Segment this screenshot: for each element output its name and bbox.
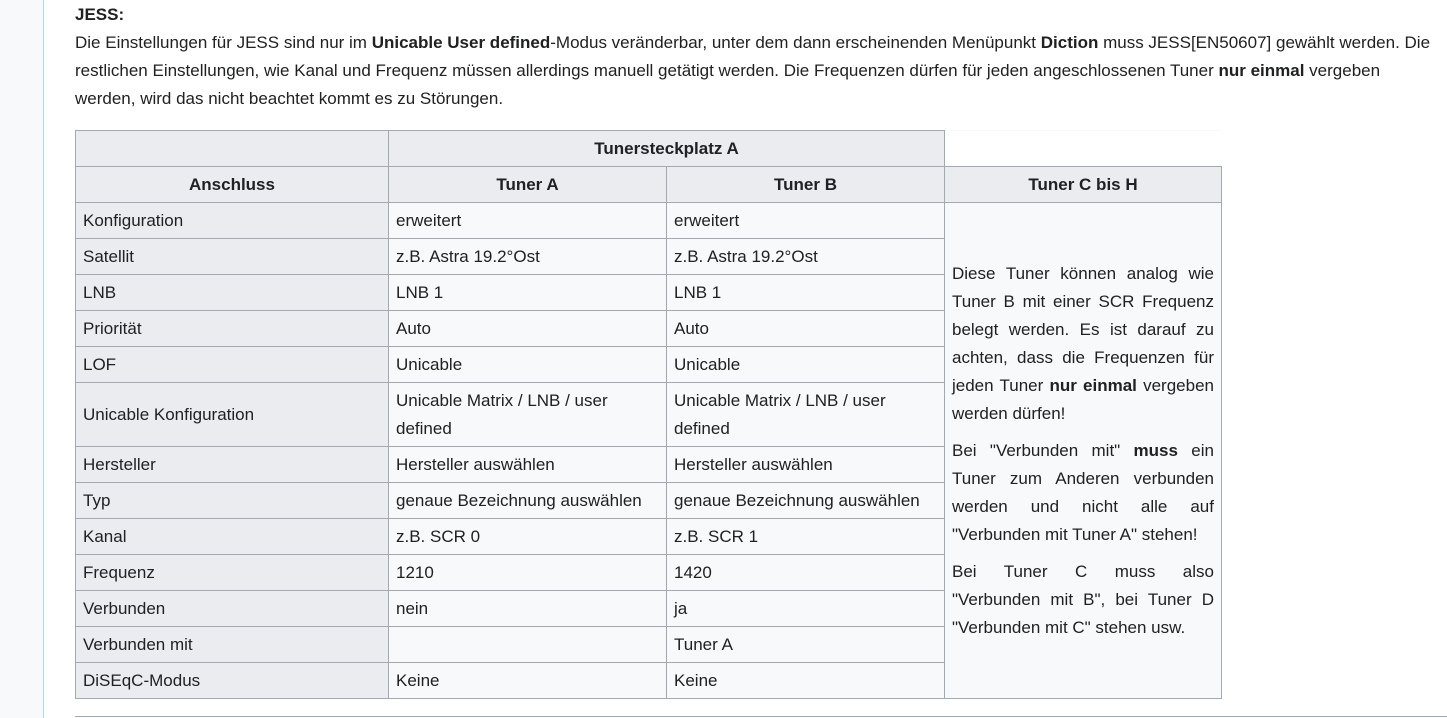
- column-header-tuner-c-h: Tuner C bis H: [945, 167, 1222, 203]
- note-text: Diese Tuner können analog wie Tuner B mit einer SCR Frequenz belegt werden. Es ist darauf zu achten, dass die Frequenzen für jeden Tuner: [952, 263, 1214, 395]
- intro-paragraph: [75, 29, 1445, 113]
- tuner-a-value: Unicable Matrix / LNB / user defined: [389, 383, 667, 447]
- tuner-settings-table: [75, 130, 1222, 699]
- article-content: [43, 0, 1447, 718]
- intro-text-2: -Modus veränderbar, unter dem dann erscheinenden Menüpunkt: [550, 33, 1041, 52]
- row-label: Verbunden: [76, 591, 389, 627]
- tuner-a-value: Keine: [389, 663, 667, 699]
- tuner-a-value: Unicable: [389, 347, 667, 383]
- tuner-a-value: z.B. SCR 0: [389, 519, 667, 555]
- intro-bold-once: nur einmal: [1218, 61, 1305, 80]
- row-label: Priorität: [76, 311, 389, 347]
- tuner-a-value: [389, 627, 667, 663]
- row-label: Kanal: [76, 519, 389, 555]
- note-bold: nur einmal: [1049, 375, 1137, 395]
- group-header-tunersteckplatz-a: Tunersteckplatz A: [389, 131, 945, 167]
- tuner-b-value: ja: [667, 591, 945, 627]
- row-label: Verbunden mit: [76, 627, 389, 663]
- section-divider: [75, 716, 1447, 717]
- row-label: DiSEqC-Modus: [76, 663, 389, 699]
- tuner-a-value: LNB 1: [389, 275, 667, 311]
- note-bold: muss: [1133, 440, 1178, 460]
- row-label: Konfiguration: [76, 203, 389, 239]
- note-paragraph-3: Bei Tuner C muss also "Verbunden mit B", bei Tuner D "Verbunden mit C" stehen usw.: [952, 561, 1214, 637]
- tuner-b-value: LNB 1: [667, 275, 945, 311]
- tuner-a-value: 1210: [389, 555, 667, 591]
- tuner-b-value: z.B. SCR 1: [667, 519, 945, 555]
- row-label: LOF: [76, 347, 389, 383]
- note-text: Bei "Verbunden mit": [952, 440, 1134, 460]
- note-text: ein Tuner zum Anderen verbunden werden und nicht alle auf "Verbunden mit Tuner A" stehen!: [952, 440, 1214, 544]
- tuner-a-value: nein: [389, 591, 667, 627]
- intro-text-3: muss JESS[EN50607] gewählt werden. Die restlichen Einstellungen, wie Kanal und Frequenz müssen allerdings manuell getätigt werden. Die Frequenzen dürfen für jeden angeschlossenen Tuner: [75, 33, 1431, 80]
- tuner-a-value: erweitert: [389, 203, 667, 239]
- intro-text-4: vergeben werden, wird das nicht beachtet kommt es zu Störungen.: [75, 61, 1381, 108]
- tuner-b-value: Unicable Matrix / LNB / user defined: [667, 383, 945, 447]
- row-label: LNB: [76, 275, 389, 311]
- section-heading: JESS:: [75, 5, 125, 24]
- note-paragraph-1: [952, 260, 1214, 428]
- tuner-c-h-note: [945, 203, 1222, 699]
- table-row: [76, 203, 1222, 239]
- tuner-b-value: Keine: [667, 663, 945, 699]
- left-rail: [0, 0, 43, 718]
- tuner-b-value: erweitert: [667, 203, 945, 239]
- tuner-b-value: Hersteller auswählen: [667, 447, 945, 483]
- table-header-empty: [945, 131, 1222, 167]
- tuner-a-value: Auto: [389, 311, 667, 347]
- intro-text-1: Die Einstellungen für JESS sind nur im: [75, 33, 372, 52]
- column-header-anschluss: Anschluss: [76, 167, 389, 203]
- note-text: vergeben werden dürfen!: [952, 375, 1214, 423]
- tuner-b-value: Tuner A: [667, 627, 945, 663]
- row-label: Satellit: [76, 239, 389, 275]
- tuner-b-value: z.B. Astra 19.2°Ost: [667, 239, 945, 275]
- tuner-a-value: genaue Bezeichnung auswählen: [389, 483, 667, 519]
- note-paragraph-2: [952, 437, 1214, 549]
- row-label: Unicable Konfiguration: [76, 383, 389, 447]
- tuner-b-value: Unicable: [667, 347, 945, 383]
- intro-bold-diction: Diction: [1040, 33, 1099, 52]
- table-corner-cell: [76, 131, 389, 167]
- tuner-b-value: genaue Bezeichnung auswählen: [667, 483, 945, 519]
- column-header-tuner-a: Tuner A: [389, 167, 667, 203]
- tuner-a-value: z.B. Astra 19.2°Ost: [389, 239, 667, 275]
- column-header-tuner-b: Tuner B: [667, 167, 945, 203]
- intro-bold-mode: Unicable User defined: [371, 33, 551, 52]
- tuner-b-value: Auto: [667, 311, 945, 347]
- tuner-a-value: Hersteller auswählen: [389, 447, 667, 483]
- row-label: Hersteller: [76, 447, 389, 483]
- tuner-b-value: 1420: [667, 555, 945, 591]
- row-label: Frequenz: [76, 555, 389, 591]
- row-label: Typ: [76, 483, 389, 519]
